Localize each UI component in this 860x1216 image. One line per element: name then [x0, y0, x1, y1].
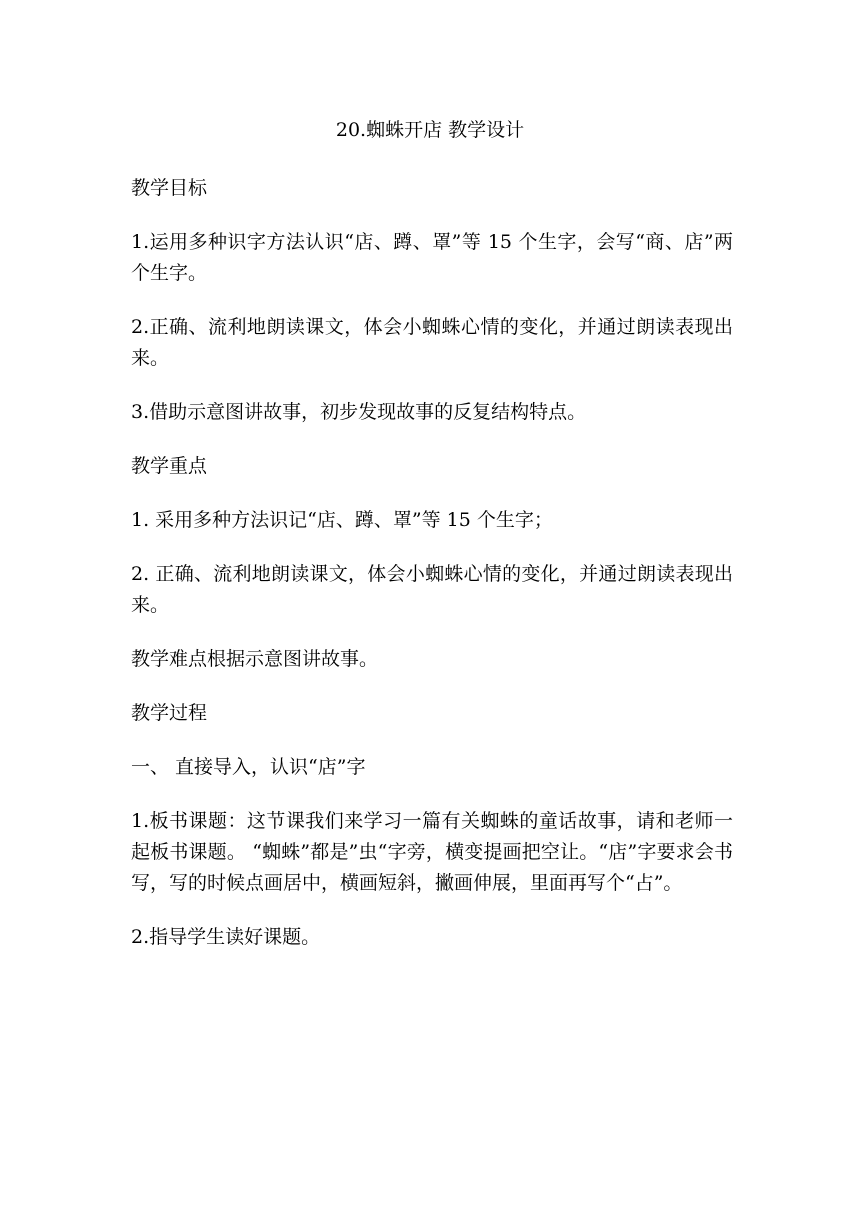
key-point-1: 1. 采用多种方法识记“店、蹲、罩”等 15 个生字；	[131, 509, 553, 531]
heading-key-points: 教学重点	[131, 455, 208, 477]
objective-2: 2.正确、流利地朗读课文，体会小蜘蛛心情的变化，并通过朗读表现出来。	[131, 316, 733, 369]
objective-3: 3.借助示意图讲故事，初步发现故事的反复结构特点。	[131, 401, 587, 423]
process-section-1: 一、 直接导入，认识“店”字	[131, 756, 366, 778]
process-step-2: 2.指导学生读好课题。	[131, 926, 321, 948]
process-step-1: 1.板书课题：这节课我们来学习一篇有关蜘蛛的童话故事，请和老师一起板书课题。 “蜘蛛”都是”虫“字旁，横变提画把空让。“店”字要求会书写，写的时候点画居中，横画短斜，撇画伸展，里面再写个“占”。	[131, 810, 733, 894]
document-body	[131, 173, 733, 976]
heading-process: 教学过程	[131, 702, 208, 724]
key-point-2: 2. 正确、流利地朗读课文，体会小蜘蛛心情的变化，并通过朗读表现出来。	[131, 563, 733, 616]
heading-objectives: 教学目标	[131, 177, 208, 199]
document-title: 20.蜘蛛开店 教学设计	[335, 119, 525, 141]
objective-1: 1.运用多种识字方法认识“店、蹲、罩”等 15 个生字，会写“商、店”两个生字。	[131, 231, 733, 284]
difficulty: 教学难点根据示意图讲故事。	[131, 648, 379, 670]
